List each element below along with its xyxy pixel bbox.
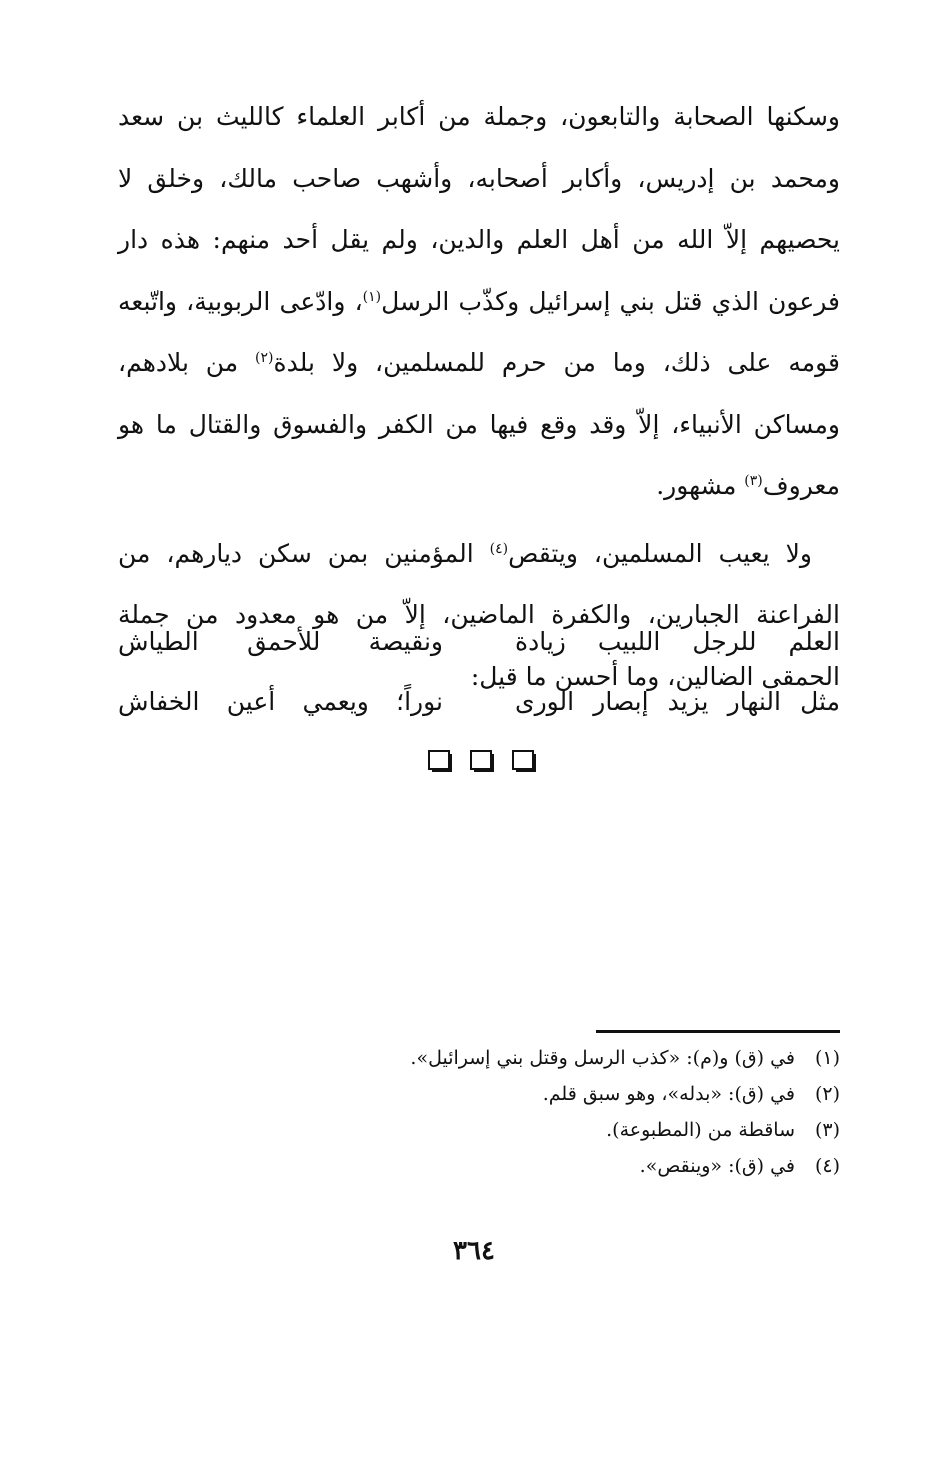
verse-second-hemistich: ونقيصة للأحمق الطياش xyxy=(118,627,443,656)
footnote-number: (١) xyxy=(814,1047,840,1069)
footnote-ref: (٤) xyxy=(489,540,509,557)
paragraph-text: ولا يعيب المسلمين، ويتقص xyxy=(508,538,812,568)
poem-verse xyxy=(118,612,840,672)
footnote-text: في (ق): «بدله»، وهو سبق قلم. xyxy=(542,1083,795,1105)
shadowed-square-icon xyxy=(470,750,494,772)
footnote-number: (٢) xyxy=(814,1083,840,1105)
section-divider-ornament xyxy=(428,750,536,776)
shadowed-square-icon xyxy=(428,750,452,772)
footnote xyxy=(300,1148,840,1184)
verse-second-hemistich: نوراً؛ ويعمي أعين الخفاش xyxy=(118,687,443,716)
footnote xyxy=(300,1112,840,1148)
footnote xyxy=(300,1076,840,1112)
poem-verse xyxy=(118,672,840,732)
paragraph xyxy=(118,86,840,517)
paragraph-text: مشهور. xyxy=(656,471,745,500)
verse-first-hemistich: مثل النهار يزيد إبصار الورى xyxy=(515,687,840,716)
footnote-number: (٤) xyxy=(814,1155,840,1177)
footnote-text: ساقطة من (المطبوعة). xyxy=(606,1119,795,1141)
verse-first-hemistich: العلم للرجل اللبيب زيادة xyxy=(515,627,840,656)
footnote-separator xyxy=(596,1030,840,1033)
footnotes xyxy=(300,1040,840,1184)
footnote-text: في (ق) و(م): «كذب الرسل وقتل بني إسرائيل». xyxy=(410,1047,795,1069)
footnote-ref: (٣) xyxy=(744,473,763,489)
shadowed-square-icon xyxy=(512,750,536,772)
poem xyxy=(118,612,840,732)
paragraph-text: المؤمنين بمن سكن ديارهم، من الفراعنة الجبارين، والكفرة الماضين، إلاّ من هو معدود من جملة الحمقى الضالين، وما أحسن ما قيل: xyxy=(118,538,840,691)
paragraph-text: من بلادهم، ومساكن الأنبياء، إلاّ وقد وقع فيها من الكفر والفسوق والقتال ما هو معروف xyxy=(118,348,840,500)
footnote-text: في (ق): «وينقص». xyxy=(639,1155,795,1177)
page-number: ٣٦٤ xyxy=(453,1236,495,1266)
paragraph-text: ، وادّعى الربوبية، واتّبعه قومه على ذلك، وما من حرم للمسلمين، ولا بلدة xyxy=(118,286,840,377)
footnote-number: (٣) xyxy=(814,1119,840,1141)
footnote xyxy=(300,1040,840,1076)
footnote-ref: (٢) xyxy=(255,350,274,366)
footnote-ref: (١) xyxy=(362,288,382,305)
paragraph-text: وسكنها الصحابة والتابعون، وجملة من أكابر العلماء كالليث بن سعد ومحمد بن إدريس، وأكابر أصحابه، وأشهب صاحب مالك، وخلق لا يحصيهم إلاّ الله من أهل العلم والدين، ولم يقل أحد منهم: هذه دار فرعون الذي قتل بني إسرائيل وكذّب الرسل xyxy=(118,102,840,316)
